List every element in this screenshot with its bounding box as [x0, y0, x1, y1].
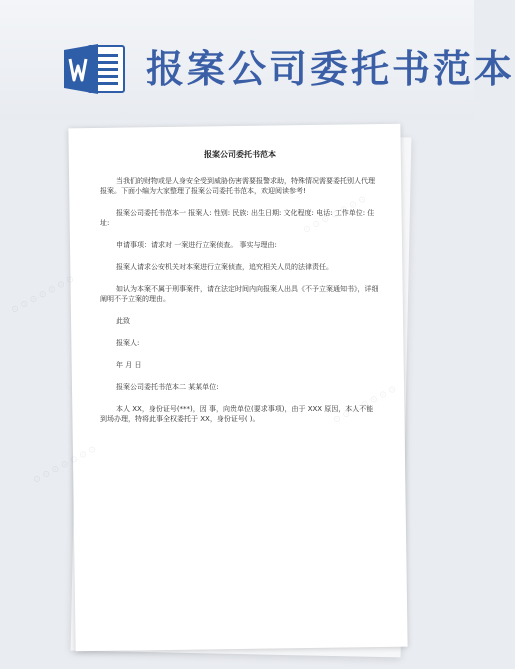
request-paragraph: 申请事项：请求对 一案进行立案侦查。 事实与理由: [116, 241, 277, 249]
signature-label: 报案人: [116, 339, 140, 347]
intro-paragraph: 当我们的财物或是人身安全受到威胁伤害需要报警求助，特殊情况需要委托别人代理报案。下面小编为大家整理了报案公司委托书范本，欢迎阅读参考! [100, 177, 375, 195]
watermark: ⊙ ⊙ ⊙ ⊙ ⊙ ⊙ ⊙ [9, 274, 77, 316]
sample-two-body: 本人 XX，身份证号(***)，因 事，向贵单位(要求事项)，由于 XXX 原因，本人不能到场办理，特将此事全权委托于 XX，身份证号( )。 [100, 405, 374, 423]
sample-one-fields: 报案公司委托书范本一 报案人: 性别: 民族: 出生日期: 文化程度: 电话: 工作单位: 住址: [100, 209, 375, 227]
watermark: ⊙ ⊙ ⊙ ⊙ ⊙ ⊙ ⊙ [31, 444, 99, 486]
sample-two-header: 报案公司委托书范本二 某某单位: [116, 383, 219, 391]
word-logo-icon [64, 42, 126, 96]
date-line: 年 月 日 [116, 361, 142, 369]
non-criminal-paragraph: 如认为本案不属于刑事案件，请在法定时间内向报案人出具《不予立案通知书》，详细阐明不予立案的理由。 [100, 285, 379, 303]
closing-salutation: 此致 [116, 317, 130, 325]
investigation-paragraph: 报案人请求公安机关对本案进行立案侦查，追究相关人员的法律责任。 [116, 263, 333, 271]
document-body [100, 150, 380, 436]
header-banner [0, 0, 515, 120]
banner-title: 报案公司委托书范本 [146, 46, 515, 91]
document-title: 报案公司委托书范本 [204, 150, 276, 159]
